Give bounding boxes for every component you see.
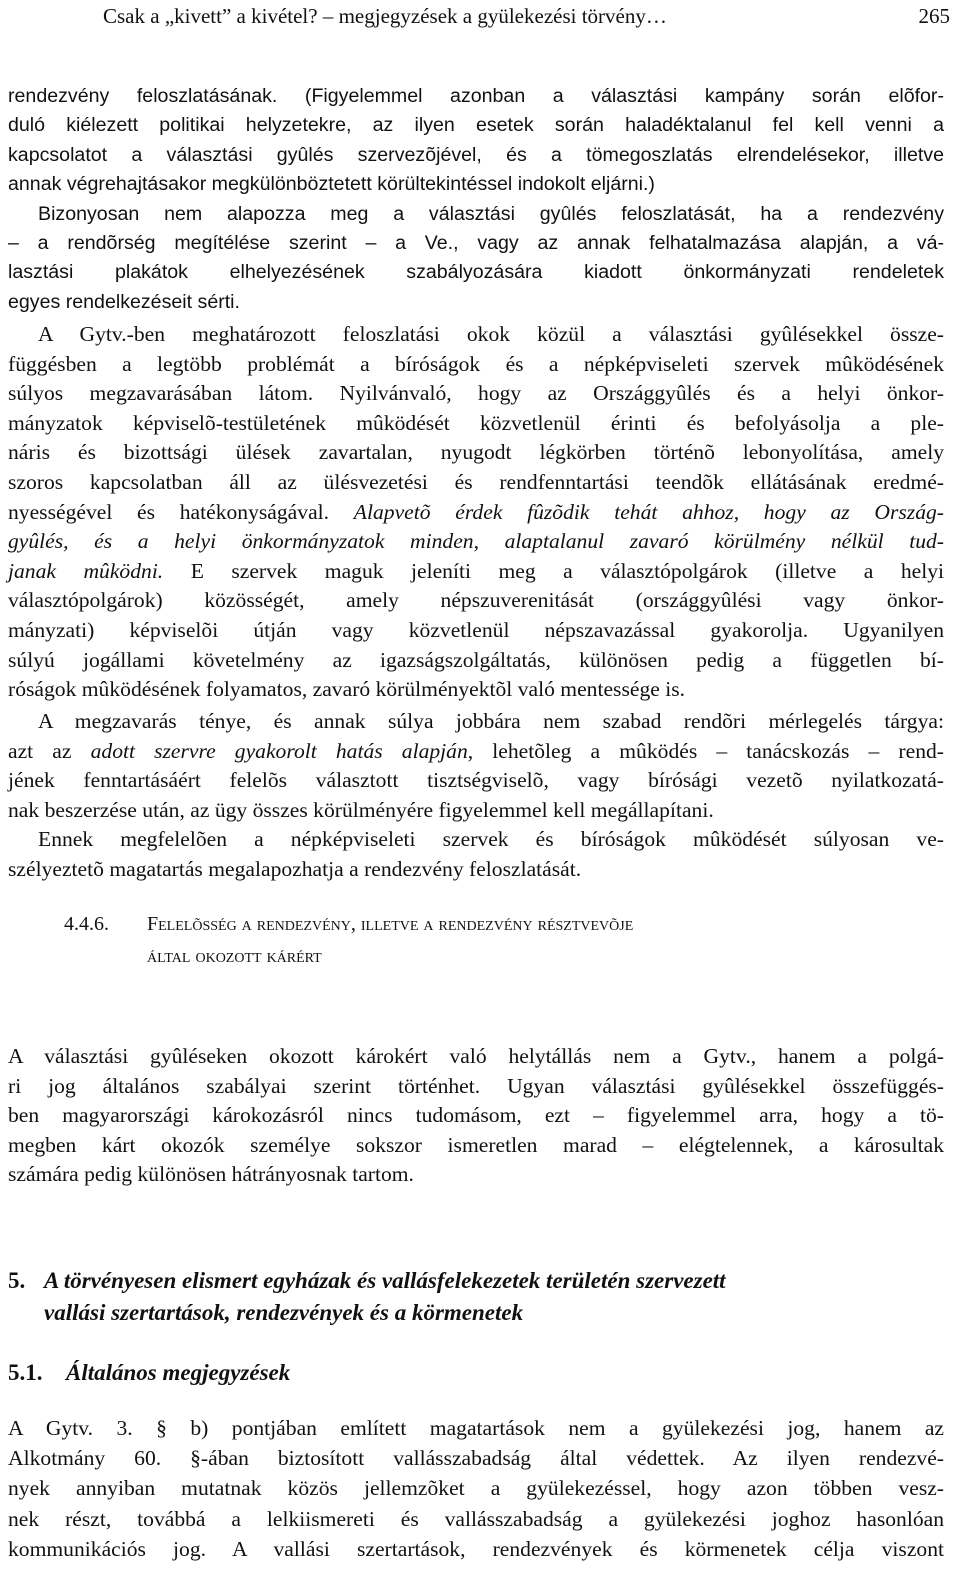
text-line: A Gytv.-ben meghatározott feloszlatási okok közül a választási gyûlésekkel össze- xyxy=(38,322,944,346)
text-line: nek részt, továbbá a lelkiismereti és vallásszabadság a gyülekezési joghoz hasonlóan xyxy=(8,1506,944,1531)
text-line: A választási gyûléseken okozott károkért való helytállás nem a Gytv., hanem a polgá- xyxy=(8,1044,944,1068)
section-title-line: Felelõsség a rendezvény, illetve a rendezvény résztvevõje xyxy=(147,913,634,935)
text-line: róságok mûködésének folyamatos, zavaró körülményektõl való mentessége is. xyxy=(8,677,686,702)
text-line: függésben a legtöbb problémát a bíróságok és a népképviseleti szervek mûködésének xyxy=(8,351,944,376)
text-line: annak végrehajtásakor megkülönböztetett körültekintéssel indokolt eljárni.) xyxy=(8,173,655,196)
italic-text-run: adott szervre gyakorolt hatás alapján xyxy=(90,738,468,763)
section-title-line: által okozott kárért xyxy=(147,945,322,967)
paragraph-gytv xyxy=(8,320,944,705)
text-run: nyességével és hatékonyságával. xyxy=(8,499,354,524)
section-number: 4.4.6. xyxy=(64,913,109,935)
text-line: mányzati) képviselõi útján vagy közvetlenül népszavazással gyakorolja. Ugyanilyen xyxy=(8,617,944,642)
running-header xyxy=(0,0,960,40)
text-line: szélyeztetõ magatartás megalapozhatja a rendezvény feloszlatását. xyxy=(8,856,582,881)
quoted-passage xyxy=(8,82,944,317)
italic-text-run: janak mûködni. xyxy=(8,558,164,583)
text-line: Alkotmány 60. §-ában biztosított vallásszabadság által védettek. Az ilyen rendezvé- xyxy=(8,1446,944,1471)
text-line: nak beszerzése után, az ügy összes körülményére figyelemmel kell megállapítani. xyxy=(8,797,714,822)
section-number: 5. xyxy=(8,1268,26,1293)
text-line: mányzatok képviselõ-testületének mûködését közvetlenül érinti és befolyásolja a ple- xyxy=(8,410,944,435)
text-line: megben kárt okozók személye sokszor ismeretlen marad – elégtelennek, a károsultak xyxy=(8,1132,944,1157)
text-line: náris és bizottsági ülések zavartalan, nyugodt légkörben történõ lebonyolítása, amely xyxy=(8,440,944,465)
page-number: 265 xyxy=(918,4,950,28)
text-line: A megzavarás ténye, és annak súlya jobbára nem szabad rendõri mérlegelés tárgya: xyxy=(38,709,944,733)
text-line: választópolgárok) közösségét, amely népszuverenitását (országgyûlési vagy önkor- xyxy=(8,588,944,613)
section-number: 5.1. xyxy=(8,1360,43,1385)
text-line: számára pedig különösen hátrányosnak tartom. xyxy=(8,1162,414,1187)
text-run: azt az xyxy=(8,738,91,763)
text-line: kommunikációs jog. A vallási szertartások, rendezvények és körmenetek célja viszont xyxy=(8,1536,944,1561)
text-line: kapcsolatot a választási gyûlés szervezõjével, és a tömegoszlatás elrendelésekor, illetve xyxy=(8,143,944,166)
text-line: gyûlés, és a helyi önkormányzatok minden, alaptalanul zavaró körülmény nélkül tud- xyxy=(8,529,944,554)
text-line: A Gytv. 3. § b) pontjában említett magatartások nem a gyülekezési jog, hanem az xyxy=(8,1416,944,1440)
text-line xyxy=(8,498,944,528)
text-line: nyek annyiban mutatnak közös jellemzõket a gyülekezéssel, hogy azon többen vesz- xyxy=(8,1476,944,1501)
text-line: Ennek megfelelõen a népképviseleti szervek és bíróságok mûködését súlyosan ve- xyxy=(38,827,944,852)
text-line: egyes rendelkezéseit sérti. xyxy=(8,290,240,313)
text-line: ben magyarországi károkozásról nincs tudomásom, ezt – figyelemmel arra, hogy a tö- xyxy=(8,1103,944,1128)
section-title-line: vallási szertartások, rendezvények és a körmenetek xyxy=(44,1300,524,1325)
running-title: Csak a „kivett” a kivétel? – megjegyzések a gyülekezési törvény… xyxy=(103,4,667,28)
section-title: Általános megjegyzések xyxy=(66,1360,291,1385)
text-line: súlyú jogállami követelmény az igazságszolgáltatás, különösen pedig a független bí- xyxy=(8,647,944,672)
text-line xyxy=(8,737,944,767)
paragraph-megzavaras xyxy=(8,707,944,885)
text-line: szoros kapcsolatban áll az ülésvezetési és rendfenntartási teendõk ellátásának eredmé- xyxy=(8,469,944,494)
italic-text-run: Alapvetõ érdek fûzõdik tehát ahhoz, hogy az Ország- xyxy=(353,499,944,524)
text-run: E szervek maguk jeleníti meg a választópolgárok (illetve a helyi xyxy=(163,558,944,583)
text-line: duló kiélezett politikai helyzetekre, az ilyen esetek során haladéktalanul fel kell venni a xyxy=(8,114,944,137)
text-line: rendezvény feloszlatásának. (Figyelemmel azonban a választási kampány során elõfor- xyxy=(8,85,944,107)
text-line: ri jog általános szabályai szerint történhet. Ugyan választási gyûlésekkel összefüggés- xyxy=(8,1073,944,1098)
paragraph-karok xyxy=(8,1042,944,1190)
text-line xyxy=(8,557,944,587)
text-line: súlyos megzavarásában látom. Nyilvánvaló, hogy az Országgyûlés és a helyi önkor- xyxy=(8,381,944,406)
text-line: Bizonyosan nem alapozza meg a választási gyûlés feloszlatását, ha a rendezvény xyxy=(38,202,944,225)
text-line: jének fenntartásáért felelõs választott tisztségviselõ, vagy bírósági vezetõ nyilatkozatá- xyxy=(8,768,944,793)
text-run: , lehetõleg a mûködés – tanácskozás – rend- xyxy=(467,738,944,763)
section-title-line: A törvényesen elismert egyházak és vallásfelekezetek területén szervezett xyxy=(44,1268,726,1293)
paragraph-altalanos xyxy=(8,1413,944,1564)
text-line: lasztási plakátok elhelyezésének szabályozására kiadott önkormányzati rendeletek xyxy=(8,261,944,284)
text-line: – a rendõrség megítélése szerint – a Ve., vagy az annak felhatalmazása alapján, a vá- xyxy=(8,232,944,255)
